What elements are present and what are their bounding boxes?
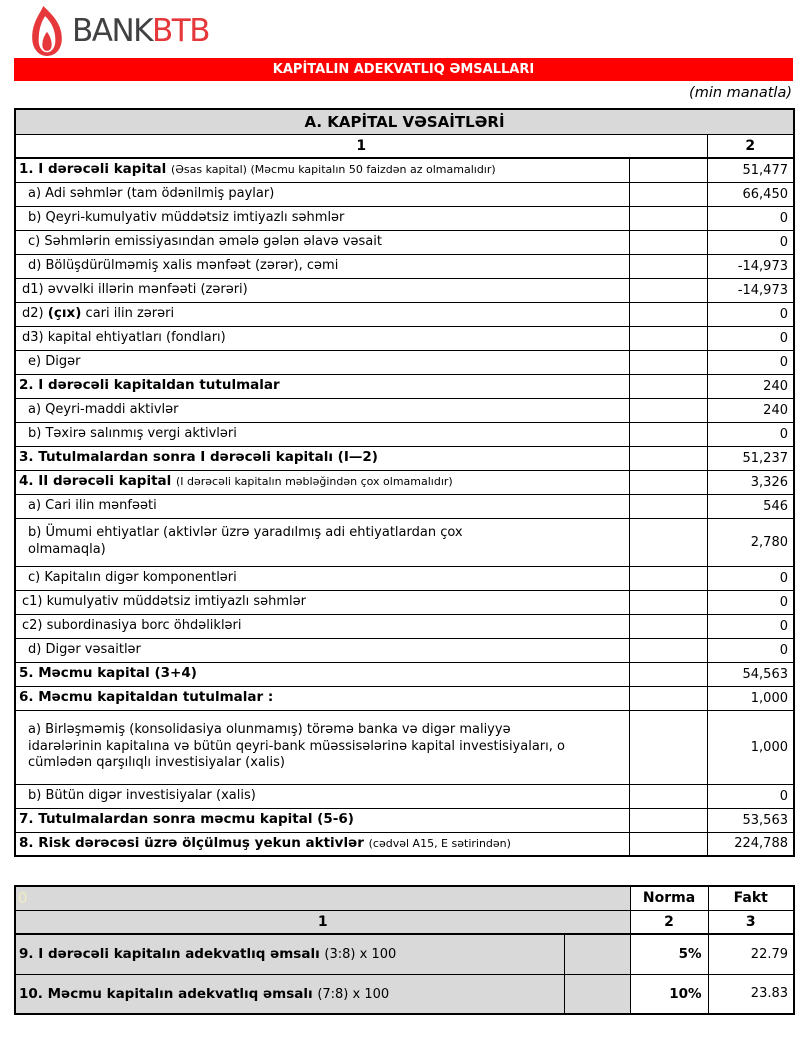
table-row: [15, 614, 794, 638]
row-spacer-cell: [629, 566, 707, 590]
row-label-cell: [15, 206, 629, 230]
row-label-cell: [15, 254, 629, 278]
ratio-col-num-1: 1: [15, 910, 630, 934]
row-spacer-cell: [564, 934, 630, 974]
label-text: 8. Risk dərəcəsi üzrə ölçülmuş yekun aktivlər: [19, 834, 369, 851]
label-text: (çıx): [47, 305, 82, 322]
label-text: c1) kumulyativ müddətsiz imtiyazlı səhmlər: [22, 593, 306, 609]
table-row: [15, 662, 794, 686]
label-text: a) Adi səhmlər (tam ödənilmiş paylar): [28, 185, 275, 201]
row-label: [19, 812, 354, 827]
label-text: b) Ümumi ehtiyatlar (aktivlər üzrə yaradılmış adi ehtiyatlardan çox olmamaqla): [28, 525, 463, 557]
corner-marker: 0: [18, 889, 28, 908]
table-row: [15, 590, 794, 614]
label-text: a) Birləşməmiş (konsolidasiya olunmamış) törəmə banka və digər maliyyə idarələrinin kapitalına və bütün qeyri-bank müəssisələrinə kapital investisiyaları, o cümlədən qarşılıqlı investisiyalar (xalis): [28, 721, 565, 771]
row-label-cell: [15, 614, 629, 638]
unit-note: (min manatla): [689, 85, 792, 101]
row-value-cell: 51,237: [707, 446, 794, 470]
label-text: c) Səhmlərin emissiyasından əmələ gələn əlavə vəsait: [28, 233, 382, 249]
table-row: [15, 158, 794, 182]
row-label-cell: [15, 230, 629, 254]
row-norma-cell: 10%: [630, 974, 708, 1014]
row-spacer-cell: [629, 784, 707, 808]
row-spacer-cell: [629, 710, 707, 784]
row-value-cell: 0: [707, 422, 794, 446]
row-label-cell: [15, 710, 629, 784]
row-value-cell: 1,000: [707, 710, 794, 784]
table-row: [15, 398, 794, 422]
label-text: d2): [22, 306, 48, 322]
row-label: [22, 306, 174, 321]
label-text: c) Kapitalın digər komponentləri: [28, 569, 237, 585]
row-label-cell: [15, 518, 629, 566]
row-spacer-cell: [629, 518, 707, 566]
row-value-cell: 0: [707, 206, 794, 230]
row-value-cell: 66,450: [707, 182, 794, 206]
table-row: [15, 686, 794, 710]
row-norma-cell: 5%: [630, 934, 708, 974]
row-label-cell: [15, 638, 629, 662]
table-row: [15, 422, 794, 446]
row-label-cell: [15, 832, 629, 856]
row-label: [28, 498, 157, 513]
row-spacer-cell: [629, 638, 707, 662]
row-label: [28, 570, 237, 585]
row-value-cell: -14,973: [707, 278, 794, 302]
row-spacer-cell: [629, 832, 707, 856]
row-value-cell: 0: [707, 230, 794, 254]
row-label-cell: [15, 182, 629, 206]
table-row: [15, 302, 794, 326]
row-label-cell: [15, 590, 629, 614]
row-spacer-cell: [629, 808, 707, 832]
row-label: [28, 258, 338, 273]
label-text: 9. I dərəcəli kapitalın adekvatlıq əmsalı: [19, 946, 325, 963]
table-row: [15, 374, 794, 398]
row-spacer-cell: [629, 662, 707, 686]
row-label-cell: [15, 494, 629, 518]
table-row: [15, 638, 794, 662]
row-label: [22, 330, 226, 345]
table-row: [15, 494, 794, 518]
ratio-table-colnum-row: [15, 910, 794, 934]
table-row: [15, 254, 794, 278]
row-spacer-cell: [629, 686, 707, 710]
row-value-cell: 2,780: [707, 518, 794, 566]
table-row: [15, 934, 794, 974]
row-value-cell: 224,788: [707, 832, 794, 856]
ratio-table-header-row: [15, 886, 794, 910]
label-text: a) Cari ilin mənfəəti: [28, 497, 157, 513]
table-row: [15, 230, 794, 254]
row-label: [28, 402, 178, 417]
table-row: [15, 350, 794, 374]
row-label: [19, 450, 378, 465]
row-spacer-cell: [629, 590, 707, 614]
row-value-cell: 0: [707, 590, 794, 614]
row-label: [28, 642, 141, 657]
row-label: [28, 210, 344, 225]
col-header-fakt: Fakt: [708, 886, 794, 910]
row-label-cell: [15, 374, 629, 398]
label-text: (cədvəl A15, E sətirindən): [368, 836, 511, 850]
table-row: [15, 566, 794, 590]
row-fakt-cell: 23.83: [708, 974, 794, 1014]
label-text: (I dərəcəli kapitalın məbləğindən çox olmamalıdır): [175, 475, 453, 489]
row-label-cell: [15, 158, 629, 182]
row-label-cell: [15, 808, 629, 832]
row-label: [19, 947, 396, 962]
ratio-col-num-3: 3: [708, 910, 794, 934]
row-label: [19, 162, 496, 177]
label-text: 6. Məcmu kapitaldan tutulmalar :: [19, 689, 274, 706]
row-label: [28, 426, 237, 441]
row-spacer-cell: [629, 470, 707, 494]
label-text: d1) əvvəlki illərin mənfəəti (zərəri): [22, 281, 248, 297]
label-text: 4. II dərəcəli kapital: [19, 473, 176, 490]
row-spacer-cell: [629, 182, 707, 206]
label-text: b) Təxirə salınmış vergi aktivləri: [28, 425, 237, 441]
row-label: [19, 474, 453, 489]
label-text: (Əsas kapital) (Məcmu kapitalın 50 faizdən az olmamalıdır): [170, 163, 496, 177]
capital-table-body: [15, 158, 794, 856]
label-text: 5. Məcmu kapital (3+4): [19, 665, 197, 682]
logo-wordmark: [72, 12, 209, 49]
row-spacer-cell: [629, 278, 707, 302]
label-text: d) Digər vəsaitlər: [28, 641, 141, 657]
row-label-cell: [15, 470, 629, 494]
row-spacer-cell: [629, 230, 707, 254]
row-value-cell: 0: [707, 326, 794, 350]
col-header-1: 1: [15, 134, 707, 158]
table-row: [15, 710, 794, 784]
table-row: [15, 182, 794, 206]
row-label: [19, 987, 389, 1002]
table-row: [15, 326, 794, 350]
row-label: [28, 788, 256, 803]
label-text: cari ilin zərəri: [81, 306, 175, 322]
row-label-cell: [15, 350, 629, 374]
label-text: 1. I dərəcəli kapital: [19, 161, 171, 178]
row-label-cell: [15, 326, 629, 350]
table-row: [15, 808, 794, 832]
row-label: [22, 594, 306, 609]
row-label: [28, 525, 518, 559]
capital-table-colnum-row: [15, 134, 794, 158]
row-label: [22, 618, 242, 633]
row-label-cell: [15, 662, 629, 686]
row-label: [22, 282, 248, 297]
row-label-cell: [15, 422, 629, 446]
row-spacer-cell: [564, 974, 630, 1014]
row-label-cell: [15, 302, 629, 326]
row-spacer-cell: [629, 326, 707, 350]
row-label: [19, 690, 273, 705]
logo-text-btb: BTB: [152, 12, 209, 49]
row-label: [19, 666, 197, 681]
row-label: [28, 722, 573, 773]
row-value-cell: 546: [707, 494, 794, 518]
row-label-cell: [15, 446, 629, 470]
bank-btb-logo: [30, 6, 209, 56]
row-label-cell: [15, 974, 564, 1014]
table-row: [15, 470, 794, 494]
row-value-cell: 0: [707, 350, 794, 374]
row-spacer-cell: [629, 350, 707, 374]
flame-icon: [30, 6, 64, 56]
capital-table-title: A. KAPİTAL VƏSAİTLƏRİ: [15, 109, 794, 134]
table-row: [15, 784, 794, 808]
table-row: [15, 278, 794, 302]
row-label-cell: [15, 278, 629, 302]
label-text: 3. Tutulmalardan sonra I dərəcəli kapitalı (I—2): [19, 449, 378, 466]
row-value-cell: 51,477: [707, 158, 794, 182]
label-text: (7:8) x 100: [317, 986, 390, 1002]
table-row: [15, 832, 794, 856]
col-header-norma: Norma: [630, 886, 708, 910]
row-value-cell: -14,973: [707, 254, 794, 278]
row-label-cell: [15, 398, 629, 422]
row-value-cell: 0: [707, 784, 794, 808]
row-label: [19, 836, 511, 851]
label-text: c2) subordinasiya borc öhdəlikləri: [22, 617, 242, 633]
col-header-2: 2: [707, 134, 794, 158]
label-text: 10. Məcmu kapitalın adekvatlıq əmsalı: [19, 985, 318, 1002]
ratio-table-body: [15, 934, 794, 1014]
row-spacer-cell: [629, 254, 707, 278]
row-label: [28, 186, 274, 201]
row-label-cell: [15, 566, 629, 590]
ratio-corner-cell: [15, 886, 630, 910]
row-label: [19, 378, 280, 393]
label-text: (3:8) x 100: [324, 947, 397, 963]
logo-text-bank: BANK: [72, 12, 152, 49]
ratio-table: [14, 885, 795, 1015]
label-text: d3) kapital ehtiyatları (fondları): [22, 329, 226, 345]
ratio-col-num-2: 2: [630, 910, 708, 934]
label-text: 2. I dərəcəli kapitaldan tutulmalar: [19, 377, 280, 394]
row-value-cell: 0: [707, 638, 794, 662]
table-row: [15, 446, 794, 470]
capital-table: [14, 108, 795, 857]
table-row: [15, 206, 794, 230]
row-spacer-cell: [629, 374, 707, 398]
row-value-cell: 0: [707, 614, 794, 638]
row-value-cell: 1,000: [707, 686, 794, 710]
label-text: a) Qeyri-maddi aktivlər: [28, 401, 179, 417]
label-text: e) Digər: [28, 353, 81, 369]
row-label: [28, 354, 80, 369]
row-spacer-cell: [629, 614, 707, 638]
label-text: b) Qeyri-kumulyativ müddətsiz imtiyazlı səhmlər: [28, 209, 345, 225]
row-spacer-cell: [629, 422, 707, 446]
row-spacer-cell: [629, 206, 707, 230]
row-value-cell: 240: [707, 398, 794, 422]
row-label-cell: [15, 686, 629, 710]
header: [14, 0, 793, 58]
row-label: [28, 234, 382, 249]
capital-table-title-row: [15, 109, 794, 134]
label-text: b) Bütün digər investisiyalar (xalis): [28, 787, 256, 803]
row-label-cell: [15, 934, 564, 974]
row-value-cell: 0: [707, 566, 794, 590]
row-spacer-cell: [629, 302, 707, 326]
table-row: [15, 518, 794, 566]
row-value-cell: 3,326: [707, 470, 794, 494]
row-value-cell: 53,563: [707, 808, 794, 832]
row-label-cell: [15, 784, 629, 808]
row-fakt-cell: 22.79: [708, 934, 794, 974]
row-spacer-cell: [629, 398, 707, 422]
row-value-cell: 240: [707, 374, 794, 398]
table-row: [15, 974, 794, 1014]
row-spacer-cell: [629, 446, 707, 470]
row-spacer-cell: [629, 494, 707, 518]
row-value-cell: 0: [707, 302, 794, 326]
title-banner: KAPİTALIN ADEKVATLIQ ƏMSALLARI: [14, 58, 793, 81]
label-text: d) Bölüşdürülməmiş xalis mənfəət (zərər), cəmi: [28, 257, 339, 273]
row-value-cell: 54,563: [707, 662, 794, 686]
label-text: 7. Tutulmalardan sonra məcmu kapital (5-6): [19, 811, 354, 828]
row-spacer-cell: [629, 158, 707, 182]
